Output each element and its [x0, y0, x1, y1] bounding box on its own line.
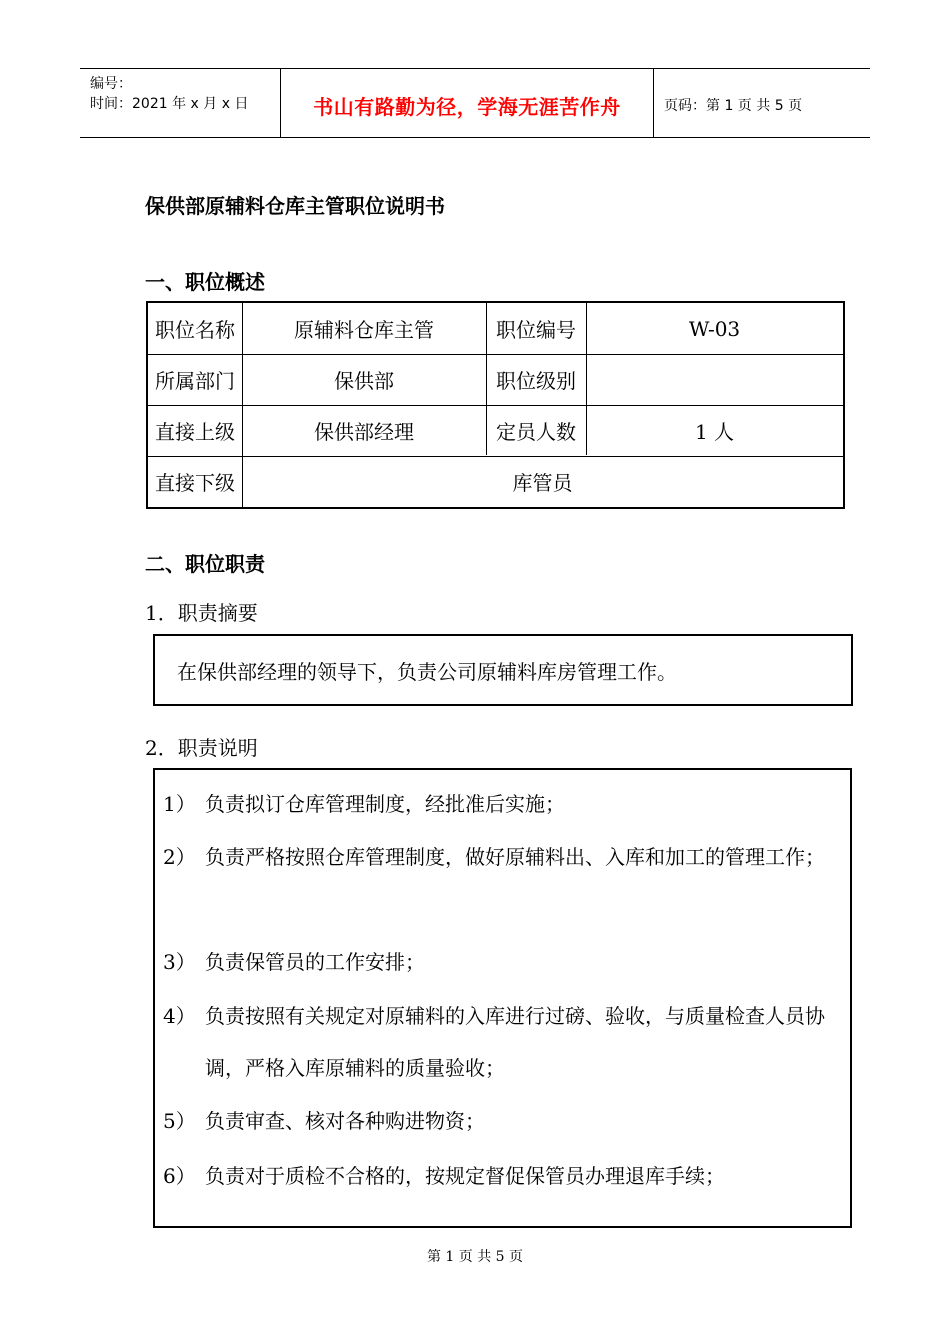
document-time-label: 时间：2021 年 x 月 x 日 — [90, 96, 249, 112]
table-cell-key: 职位级别 — [496, 369, 576, 393]
page-footer: 第 1 页 共 5 页 — [426, 1249, 524, 1265]
duty-item — [155, 1002, 850, 1080]
table-cell-value: 保供部 — [334, 369, 394, 393]
header-motto-cell — [281, 69, 654, 137]
duty-text: 负责保管员的工作安排； — [205, 950, 425, 974]
table-cell-value: 库管员 — [512, 471, 573, 495]
table-cell-value: 保供部经理 — [314, 420, 414, 444]
duty-number: 6） — [163, 1164, 196, 1188]
duty-number: 5） — [163, 1109, 196, 1133]
table-cell-key: 直接上级 — [155, 420, 235, 444]
table-cell-key: 定员人数 — [496, 420, 576, 444]
duty-text: 负责拟订仓库管理制度，经批准后实施； — [205, 792, 565, 816]
table-cell-key: 职位编号 — [496, 318, 576, 342]
duty-item — [155, 1107, 850, 1135]
table-cell-key: 职位名称 — [155, 318, 235, 342]
table-cell-value: 原辅料仓库主管 — [294, 318, 434, 342]
duty-text: 负责审查、核对各种购进物资； — [205, 1109, 485, 1133]
duty-number: 2） — [163, 845, 196, 869]
table-cell-value: W-03 — [688, 316, 741, 341]
duty-item — [155, 790, 850, 818]
header-motto: 书山有路勤为径，学海无涯苦作舟 — [313, 95, 621, 119]
duty-item — [155, 1162, 850, 1190]
document-number-label: 编号： — [90, 76, 132, 92]
duty-text: 负责对于质检不合格的，按规定督促保管员办理退库手续； — [205, 1164, 725, 1188]
duty-text: 负责严格按照仓库管理制度，做好原辅料出、入库和加工的管理工作； — [205, 845, 825, 869]
document-title: 保供部原辅料仓库主管职位说明书 — [145, 194, 445, 218]
duty-summary-heading: 1．职责摘要 — [145, 601, 258, 625]
page-header — [80, 68, 870, 138]
table-cell-key: 直接下级 — [155, 471, 235, 495]
duty-detail-box — [153, 768, 852, 1228]
header-page-cell — [654, 69, 870, 137]
duty-text: 负责按照有关规定对原辅料的入库进行过磅、验收，与质量检查人员协调，严格入库原辅料的质量验收； — [205, 1004, 825, 1080]
header-info-cell — [80, 69, 281, 137]
duty-number: 1） — [163, 792, 196, 816]
table-cell-value: 1 人 — [694, 420, 735, 444]
section-heading-duties: 二、职位职责 — [145, 552, 265, 576]
table-cell-key: 所属部门 — [155, 369, 235, 393]
duty-item — [155, 948, 850, 976]
duty-summary-text: 在保供部经理的领导下，负责公司原辅料库房管理工作。 — [177, 660, 677, 684]
table-cell-value — [586, 354, 843, 405]
duty-detail-heading: 2．职责说明 — [145, 736, 258, 760]
duty-number: 3） — [163, 950, 196, 974]
duty-item — [155, 843, 850, 899]
header-page-number: 页码：第 1 页 共 5 页 — [664, 98, 803, 114]
position-overview-table — [146, 301, 845, 509]
section-heading-overview: 一、职位概述 — [145, 270, 265, 294]
duty-summary-box — [153, 634, 853, 706]
duty-number: 4） — [163, 1004, 196, 1028]
